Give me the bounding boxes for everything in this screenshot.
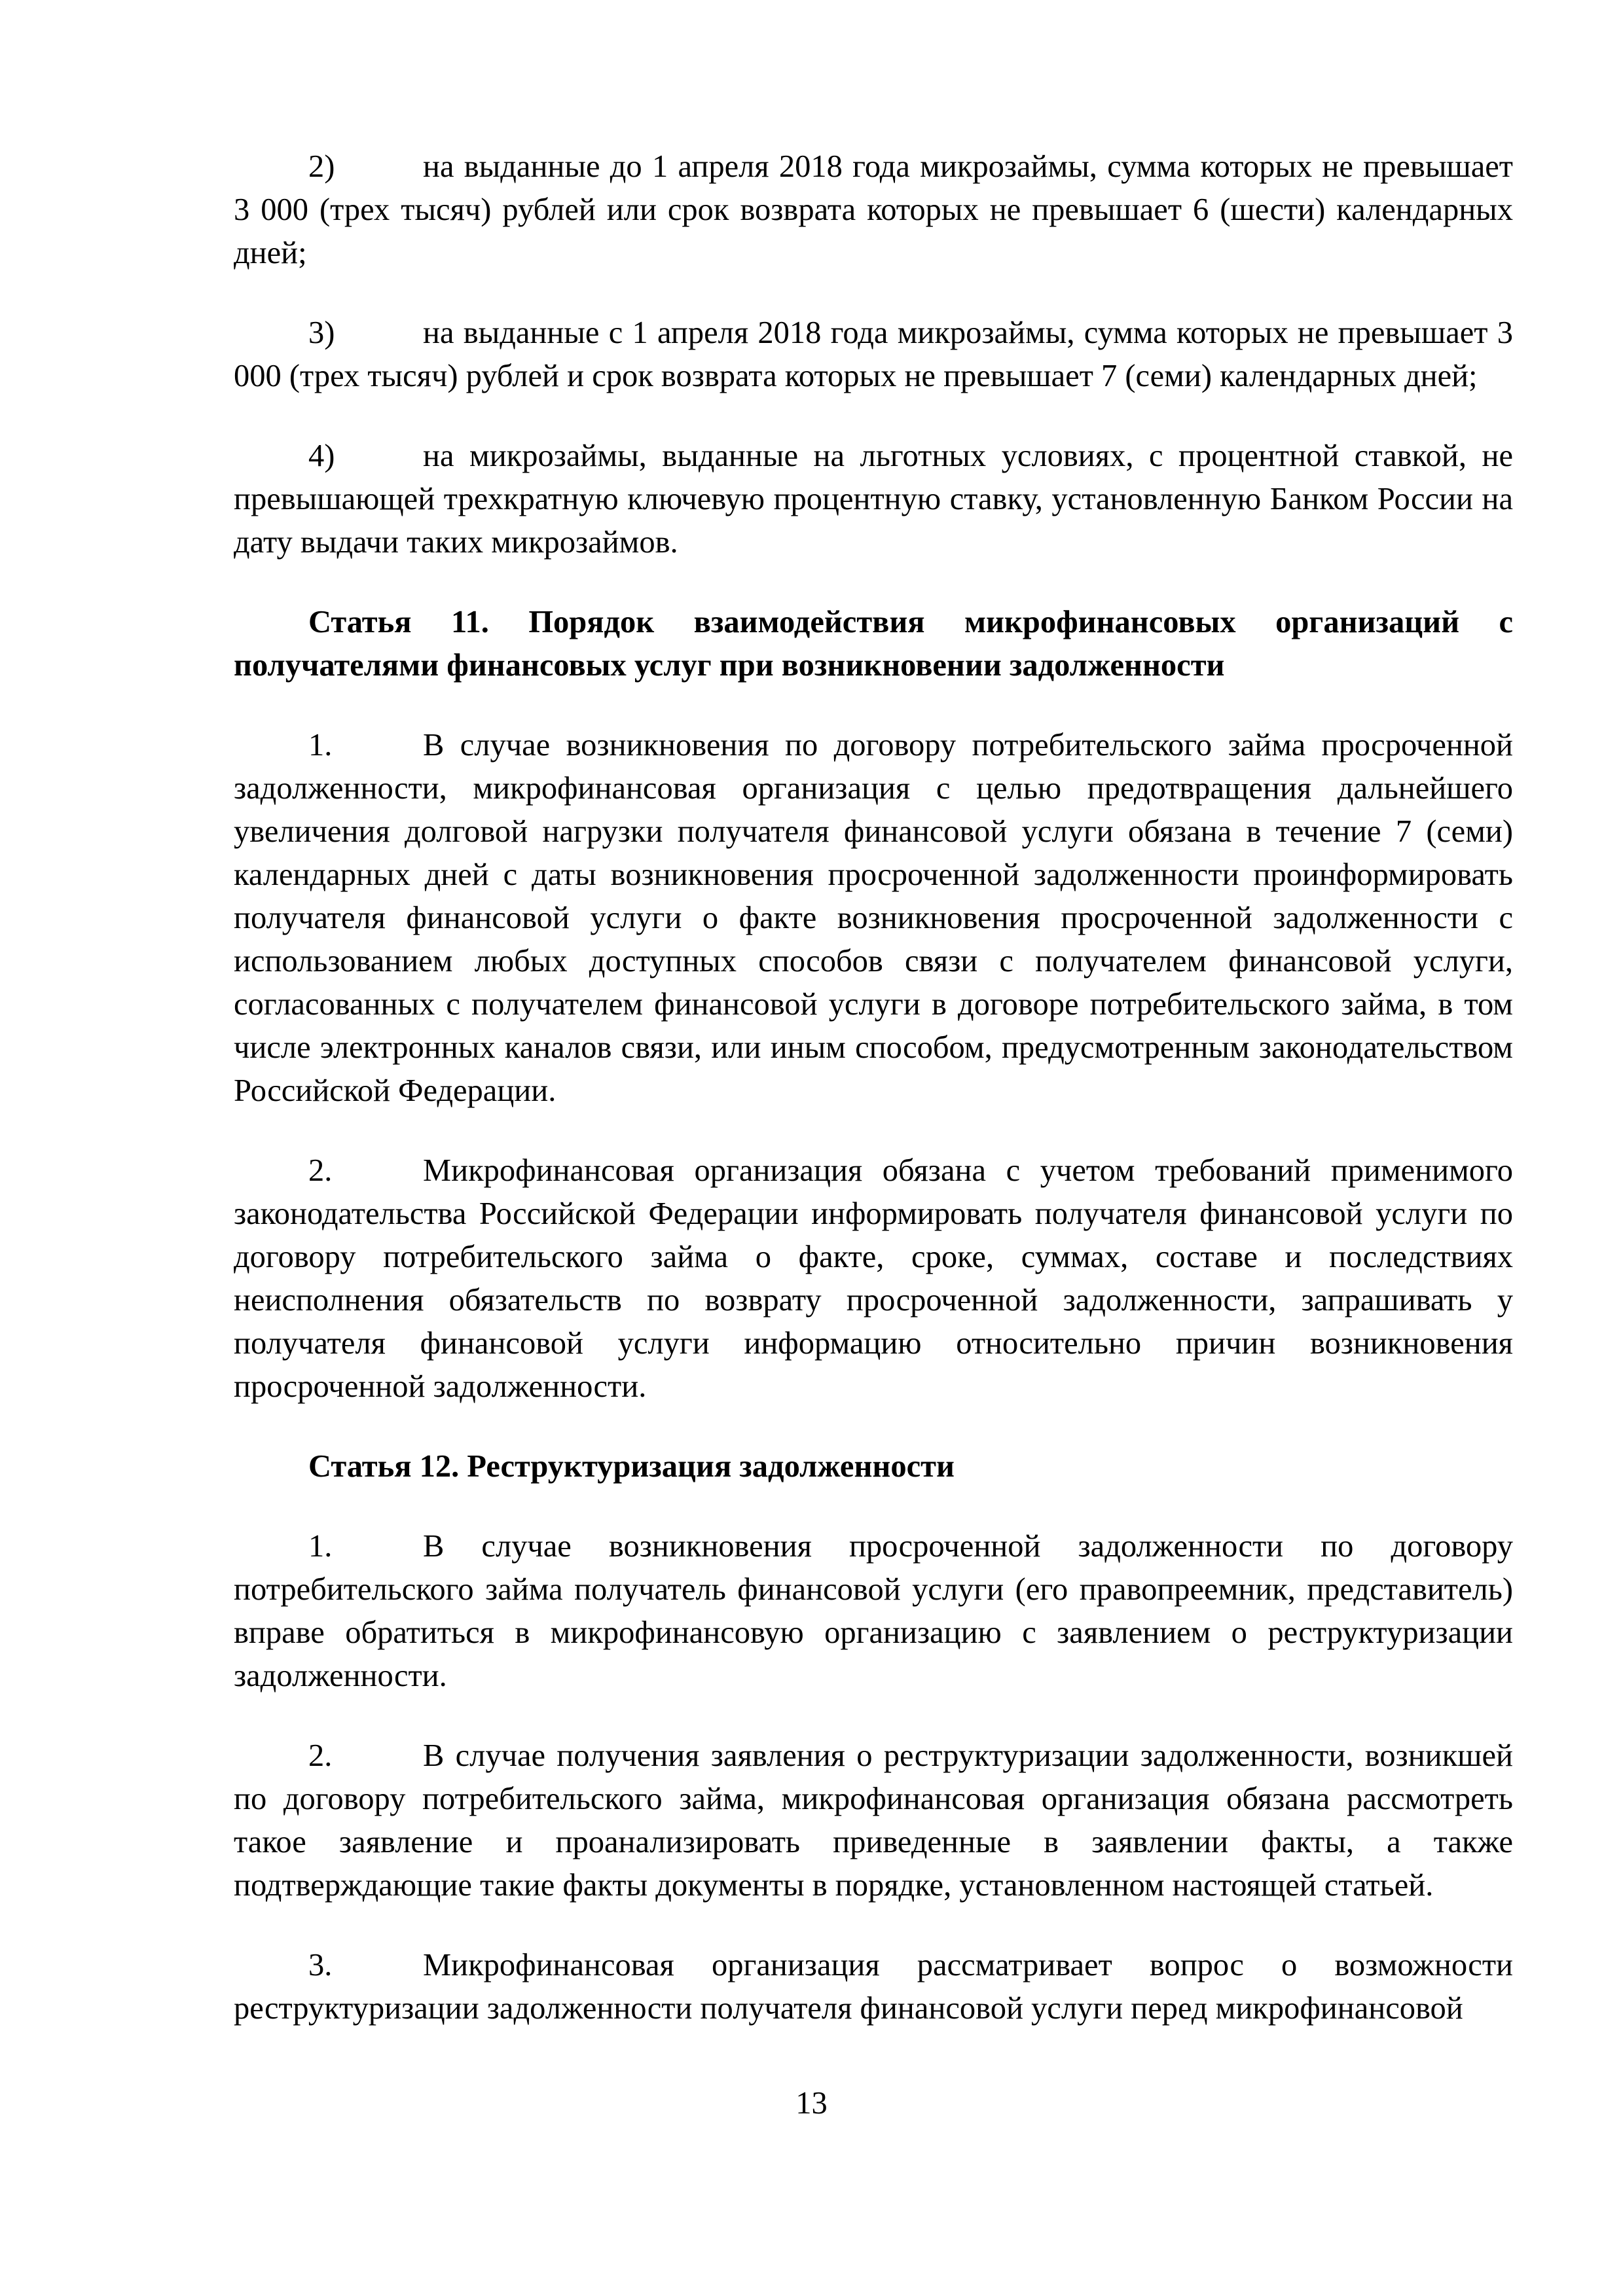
paragraph-text: на выданные до 1 апреля 2018 года микрозаймы, сумма которых не превышает 3 000 (трех тысяч) рублей или срок возврата которых не превышает 6 (шести) календарных дней; — [234, 149, 1513, 270]
paragraph-text: Микрофинансовая организация обязана с учетом требований применимого законодательства Российской Федерации информировать получателя финансовой услуги по договору потребительского займа о факте, сроке, суммах, составе и последствиях неисполнения обязательств по возврату просроченной задолженности, запрашивать у получателя финансовой услуги информацию относительно причин возникновения просроченной задолженности. — [234, 1153, 1513, 1404]
paragraph-text: В случае получения заявления о реструктуризации задолженности, возникшей по договору потребительского займа, микрофинансовая организация обязана рассмотреть такое заявление и проанализировать приведенные в заявлении факты, а также подтверждающие такие факты документы в порядке, установленном настоящей статьей. — [234, 1738, 1513, 1903]
paragraph-number: 4) — [308, 439, 335, 473]
paragraph-text: на выданные с 1 апреля 2018 года микрозаймы, сумма которых не превышает 3 000 (трех тысяч) рублей и срок возврата которых не превышает 7 (семи) календарных дней; — [234, 315, 1513, 393]
document-body — [234, 145, 1513, 2067]
paragraph — [234, 724, 1513, 1113]
paragraph-text: В случае возникновения просроченной задолженности по договору потребительского займа получатель финансовой услуги (его правопреемник, представитель) вправе обратиться в микрофинансовую организацию с заявлением о реструктуризации задолженности. — [234, 1529, 1513, 1693]
paragraph — [234, 145, 1513, 275]
paragraph-number: 2. — [308, 1738, 333, 1773]
paragraph-number: 3. — [308, 1948, 333, 1982]
paragraph — [234, 1944, 1513, 2030]
paragraph-text: на микрозаймы, выданные на льготных условиях, с процентной ставкой, не превышающей трехкратную ключевую процентную ставку, установленную Банком России на дату выдачи таких микрозаймов. — [234, 439, 1513, 560]
paragraph-number: 2) — [308, 149, 335, 184]
paragraph-number: 1. — [308, 1529, 333, 1564]
paragraph-text: В случае возникновения по договору потребительского займа просроченной задолженности, микрофинансовая организация с целью предотвращения дальнейшего увеличения долговой нагрузки получателя финансовой услуги обязана в течение 7 (семи) календарных дней с даты возникновения просроченной задолженности проинформировать получателя финансовой услуги о факте возникновения просроченной задолженности с использованием любых доступных способов связи с получателем финансовой услуги, согласованных с получателем финансовой услуги в договоре потребительского займа, в том числе электронных каналов связи, или иным способом, предусмотренным законодательством Российской Федерации. — [234, 728, 1513, 1108]
paragraph — [234, 1525, 1513, 1698]
paragraph — [234, 312, 1513, 398]
article-heading: Статья 11. Порядок взаимодействия микрофинансовых организаций с получателями финансовых услуг при возникновении задолженности — [234, 605, 1513, 683]
paragraph — [234, 1149, 1513, 1408]
paragraph-text: Микрофинансовая организация рассматривает вопрос о возможности реструктуризации задолженности получателя финансовой услуги перед микрофинансовой — [234, 1948, 1513, 2026]
paragraph — [234, 1734, 1513, 1907]
article-heading: Статья 12. Реструктуризация задолженности — [308, 1449, 955, 1484]
paragraph — [234, 435, 1513, 564]
paragraph-number: 2. — [308, 1153, 333, 1188]
page-number: 13 — [795, 2086, 828, 2121]
paragraph-number: 3) — [308, 315, 335, 350]
paragraph-number: 1. — [308, 728, 333, 762]
